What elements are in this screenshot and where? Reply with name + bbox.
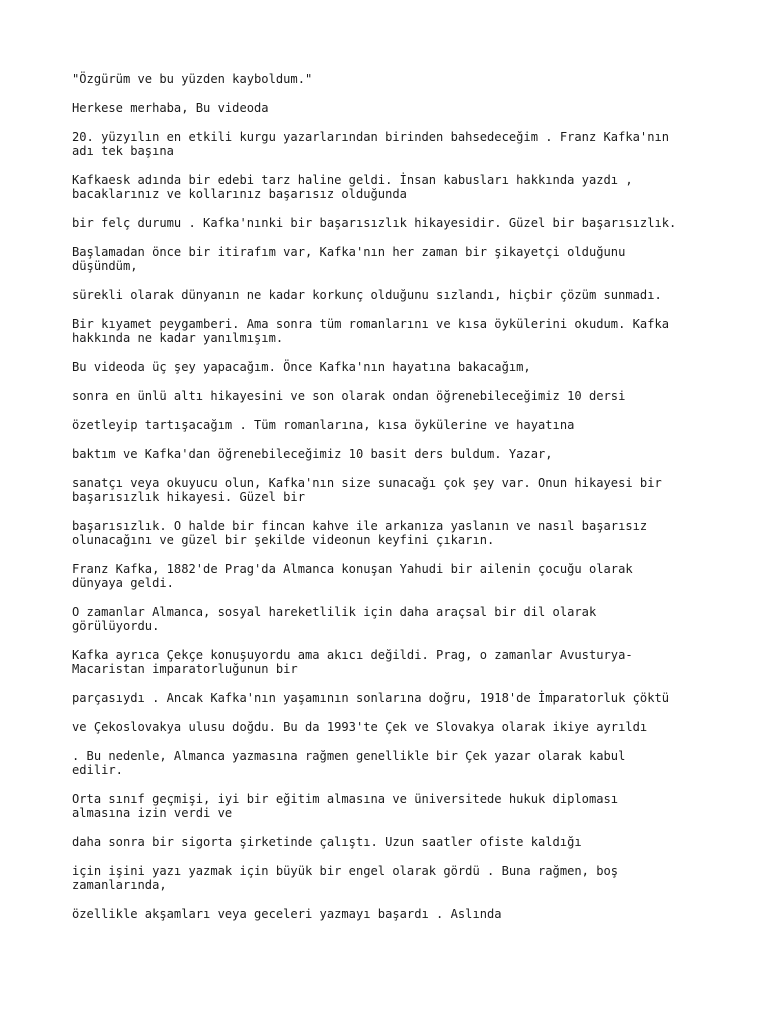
paragraph-18: parçasıydı . Ancak Kafka'nın yaşamının sonlarına doğru, 1918'de İmparatorluk çöktü (72, 691, 670, 705)
paragraph-7: sürekli olarak dünyanın ne kadar korkunç olduğunu sızlandı, hiçbir çözüm sunmadı. (72, 288, 662, 302)
paragraph-10: sonra en ünlü altı hikayesini ve son olarak ondan öğrenebileceğimiz 10 dersi (72, 389, 626, 403)
paragraph-5: bir felç durumu . Kafka'nınki bir başarısızlık hikayesidir. Güzel bir başarısızlık. (72, 216, 677, 230)
paragraph-23: için işini yazı yazmak için büyük bir engel olarak gördü . Buna rağmen, boş zamanlarında, (72, 864, 619, 892)
paragraph-21: Orta sınıf geçmişi, iyi bir eğitim almasına ve üniversitede hukuk diploması almasına izin verdi ve (72, 792, 619, 820)
paragraph-3: 20. yüzyılın en etkili kurgu yazarlarından birinden bahsedeceğim . Franz Kafka'nın adı tek başına (72, 130, 670, 158)
paragraph-17: Kafka ayrıca Çekçe konuşuyordu ama akıcı değildi. Prag, o zamanlar Avusturya- Macaristan imparatorluğunun bir (72, 648, 633, 676)
paragraph-9: Bu videoda üç şey yapacağım. Önce Kafka'nın hayatına bakacağım, (72, 360, 531, 374)
paragraph-19: ve Çekoslovakya ulusu doğdu. Bu da 1993'te Çek ve Slovakya olarak ikiye ayrıldı (72, 720, 648, 734)
paragraph-1: "Özgürüm ve bu yüzden kayboldum." (72, 72, 313, 86)
paragraph-6: Başlamadan önce bir itirafım var, Kafka'nın her zaman bir şikayetçi olduğunu düşündüm, (72, 245, 626, 273)
paragraph-22: daha sonra bir sigorta şirketinde çalıştı. Uzun saatler ofiste kaldığı (72, 835, 582, 849)
paragraph-12: baktım ve Kafka'dan öğrenebileceğimiz 10 basit ders buldum. Yazar, (72, 447, 553, 461)
paragraph-15: Franz Kafka, 1882'de Prag'da Almanca konuşan Yahudi bir ailenin çocuğu olarak dünyaya geldi. (72, 562, 633, 590)
paragraph-24: özellikle akşamları veya geceleri yazmayı başardı . Aslında (72, 907, 502, 921)
paragraph-11: özetleyip tartışacağım . Tüm romanlarına, kısa öykülerine ve hayatına (72, 418, 575, 432)
paragraph-4: Kafkaesk adında bir edebi tarz haline geldi. İnsan kabusları hakkında yazdı , bacaklarınız ve kollarınız başarısız olduğunda (72, 173, 633, 201)
paragraph-13: sanatçı veya okuyucu olun, Kafka'nın size sunacağı çok şey var. Onun hikayesi bir başarısızlık hikayesi. Güzel bir (72, 476, 662, 504)
paragraph-16: O zamanlar Almanca, sosyal hareketlilik için daha araçsal bir dil olarak görülüyordu. (72, 605, 597, 633)
document-page (72, 72, 712, 936)
paragraph-20: . Bu nedenle, Almanca yazmasına rağmen genellikle bir Çek yazar olarak kabul edilir. (72, 749, 626, 777)
paragraph-2: Herkese merhaba, Bu videoda (72, 101, 269, 115)
paragraph-14: başarısızlık. O halde bir fincan kahve ile arkanıza yaslanın ve nasıl başarısız olunacağını ve güzel bir şekilde videonun keyfini çıkarın. (72, 519, 648, 547)
paragraph-8: Bir kıyamet peygamberi. Ama sonra tüm romanlarını ve kısa öykülerini okudum. Kafka hakkında ne kadar yanılmışım. (72, 317, 670, 345)
